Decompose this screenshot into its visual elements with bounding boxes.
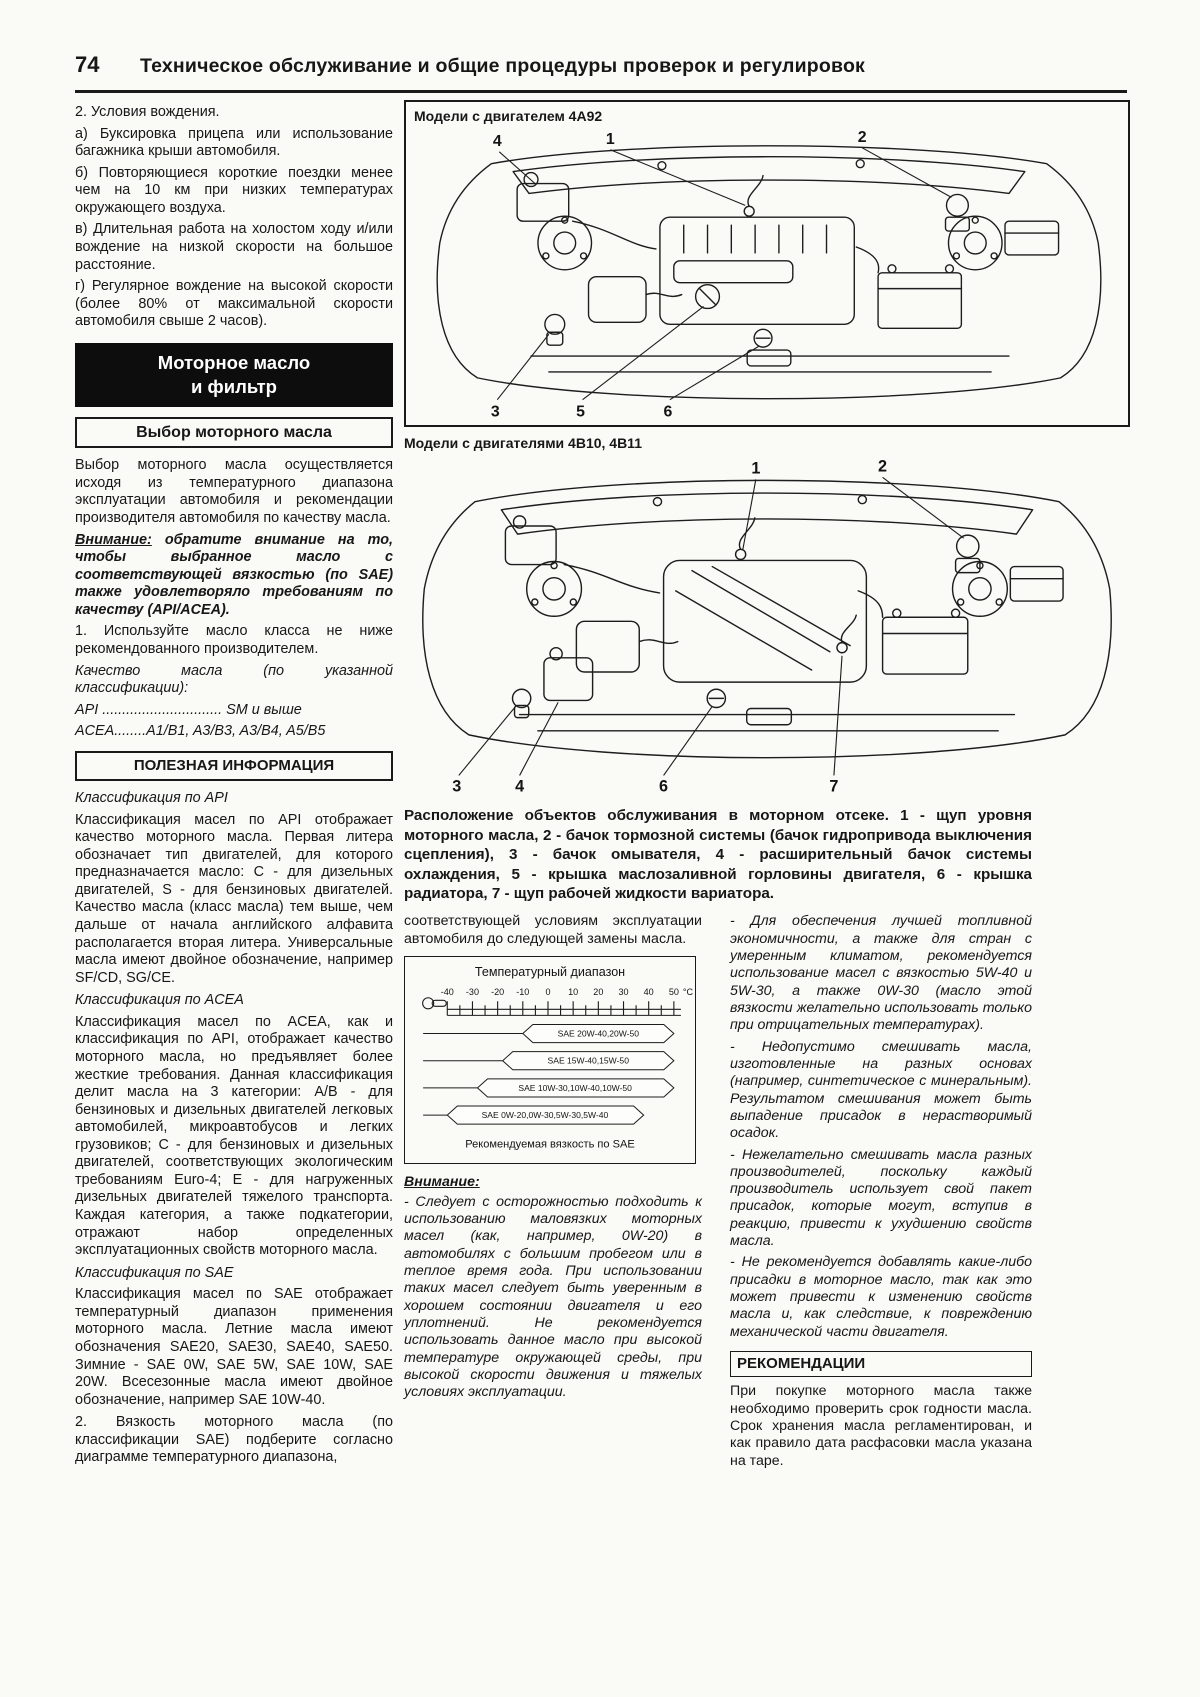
sae-viscosity-chart [407, 961, 693, 1162]
bar-label: SAE 0W-20,0W-30,5W-30,5W-40 [481, 1110, 609, 1121]
middle-attention-label: Внимание: [404, 1173, 480, 1190]
chart-title: Температурный диапазон [474, 965, 626, 980]
recommendations-text: При покупке моторного масла также необходимо проверить срок годности масла. Срок хранения масла регламентирован, и как правило дата расфасовки масла указана на таре. [730, 1383, 1032, 1469]
tick-label: -10 [516, 987, 530, 998]
oil-note-item: - Нежелательно смешивать масла разных производителей, поскольку каждый производитель использует свой пакет присадок, которые могут, вступив в реакцию, привести к ухудшению свойств масла. [730, 1146, 1032, 1250]
useful-info-title: ПОЛЕЗНАЯ ИНФОРМАЦИЯ [75, 751, 393, 781]
callout-number-7: 7 [829, 778, 839, 797]
oil-quality-caption: Качество масла (по указанной классификации): [75, 662, 393, 697]
driving-condition-item: б) Повторяющиеся короткие поездки менее чем на 10 км при низких температурах окружающего воздуха. [75, 164, 393, 216]
callout-number-1: 1 [751, 459, 761, 478]
tick-label: 0 [545, 987, 551, 998]
diagram-4a92-label: Модели с двигателем 4A92 [414, 108, 603, 124]
middle-attention-text: - Следует с осторожностью подходить к использованию маловязких моторных масел (как, например, 0W-20) в автомобилях с большим пробегом или в теплое время года. При использовании таких масел следует быть уверенным в хорошем состоянии двигателя и его уплотнений. Не рекомендуется использовать данное масло при высокой температуре окружающей среды, при высокой скорости движения и тяжелых условиях эксплуатации. [404, 1193, 702, 1401]
engine-bay-illustration-4b10 [404, 453, 1130, 798]
api-classification-heading: Классификация по API [75, 790, 228, 807]
right-column [730, 913, 1032, 1473]
callout-number-1: 1 [605, 130, 615, 148]
acea-quality-line: ACEA........A1/B1, A3/B3, A3/B4, A5/B5 [75, 723, 326, 740]
recommendations-title: РЕКОМЕНДАЦИИ [730, 1351, 1032, 1377]
callout-number-3: 3 [490, 403, 500, 421]
tick-label: -40 [440, 987, 454, 998]
diagram-4b10-label: Модели с двигателями 4B10, 4B11 [404, 435, 642, 452]
oil-note-item: - Недопустимо смешивать масла, изготовленные на разных основах (например, синтетическое с минеральным). Результатом смешивания может быть выпадение присадок в нерастворимый осадок. [730, 1038, 1032, 1142]
attention-note [75, 532, 393, 620]
page-title: Техническое обслуживание и общие процедуры проверок и регулировок [139, 55, 866, 77]
unit-label: °C [682, 987, 693, 998]
left-column [75, 104, 393, 1471]
callout-number-5: 5 [576, 403, 586, 421]
diagram-4a92-frame [404, 100, 1130, 427]
sae-classification-heading: Классификация по SAE [75, 1264, 234, 1281]
bar-label: SAE 15W-40,15W-50 [547, 1055, 629, 1066]
text-columns [404, 913, 1032, 1473]
acea-classification-text: Классификация масел по ACEA, как и классификация по API, отображает качество моторного масла, но предъявляет более жесткие требования. Данная классификация делит масла на 3 категории: A/B - для бензиновых и дизельных двигателей легковых автомобилей, микроавтобусов и легких грузовиков; C - для бензиновых и дизельных двигателей, соответствующих экологическим требованиям Euro-4; E - для нагруженных дизельных двигателей тяжелого транспорта. Каждая категория, а также подкатегории, отражают набор определенных эксплуатационных свойств моторного масла. [75, 1013, 393, 1259]
bar-label: SAE 10W-30,10W-40,10W-50 [518, 1083, 632, 1094]
oil-note-item: - Для обеспечения лучшей топливной экономичности, а также для стран с умеренным климатом, рекомендуется использование масел с вязкостью 5W-40 и 5W-30, а также 0W-30 (масло этой вязкости желательно использовать только при отрицательных температурах). [730, 913, 1032, 1034]
middle-column [404, 913, 702, 1473]
sae-classification-text: Классификация масел по SAE отображает температурный диапазон применения моторного масла. Летние масла имеют обозначения SAE20, SAE30, SAE40, SAE50. Зимние - SAE 0W, SAE 5W, SAE 10W, SAE 20W. Всесезонные масла имеют двойное обозначение, например SAE 10W-40. [75, 1286, 393, 1408]
callout-number-3: 3 [452, 778, 462, 797]
tick-label: 40 [643, 987, 654, 998]
bar-label: SAE 20W-40,20W-50 [557, 1028, 640, 1039]
driving-condition-item: в) Длительная работа на холостом ходу и/или вождение на низкой скорости на большое расстояние. [75, 221, 393, 273]
callout-number-2: 2 [878, 457, 888, 476]
tick-label: 30 [618, 987, 629, 998]
page-number: 74 [75, 52, 100, 77]
chart-caption: Рекомендуемая вязкость по SAE [465, 1138, 635, 1151]
acea-classification-heading: Классификация по ACEA [75, 992, 244, 1009]
tick-label: -20 [491, 987, 505, 998]
callout-number-2: 2 [857, 128, 867, 146]
section-title-motor-oil [75, 343, 393, 407]
viscosity-continuation: соответствующей условиям эксплуатации автомобиля до следующей замены масла. [404, 913, 702, 947]
subsection-title-oil-choice: Выбор моторного масла [75, 417, 393, 449]
temperature-chart [404, 956, 696, 1163]
header-rule [75, 90, 1127, 93]
right-area [404, 100, 1130, 1474]
section-title-line2: и фильтр [191, 375, 277, 397]
callout-number-6: 6 [663, 403, 673, 421]
tick-label: 10 [568, 987, 579, 998]
tick-label: -30 [465, 987, 479, 998]
callout-number-4: 4 [515, 778, 525, 797]
attention-text: обратите внимание на то, чтобы выбранное масло с соответствующей вязкостью (по SAE) также удовлетворяло требованиям по качеству (API/ACEA). [75, 531, 393, 618]
diagram-caption: Расположение объектов обслуживания в моторном отсеке. 1 - щуп уровня моторного масла, 2 - бачок тормозной системы (бачок гидропривода выключения сцепления), 3 - бачок омывателя, 4 - расширительный бачок системы охлаждения, 5 - крышка маслозаливной горловины двигателя, 6 - крышка радиатора, 7 - щуп рабочей жидкости вариатора. [404, 807, 1032, 903]
section-title-line1: Моторное масло [157, 351, 311, 373]
oil-choice-paragraph: Выбор моторного масла осуществляется исходя из температурного диапазона эксплуатации автомобиля и рекомендации производителя автомобиля по качеству масла. [75, 457, 393, 527]
oil-class-item: 1. Используйте масло класса не ниже рекомендованного производителем. [75, 623, 393, 657]
page-header-row [75, 52, 1127, 78]
tick-label: 20 [593, 987, 604, 998]
tick-label: 50 [668, 987, 679, 998]
driving-conditions-intro: 2. Условия вождения. [75, 104, 220, 120]
callout-number-6: 6 [659, 778, 669, 797]
engine-bay-illustration-4a92 [414, 126, 1124, 423]
api-quality-line: API .............................. SM и выше [75, 701, 302, 718]
api-classification-text: Классификация масел по API отображает качество моторного масла. Первая литера обозначает тип двигателей, для которого предназначается масло: C - для дизельных двигателей, S - для бензиновых двигателей. Качество масла (класс масла) тем выше, чем дальше от начала английского алфавита располагается вторая литера. Универсальные масла имеют двойное обозначение, например SF/CD, SG/CE. [75, 811, 393, 986]
driving-condition-item: а) Буксировка прицепа или использование багажника крыши автомобиля. [75, 125, 393, 160]
attention-label: Внимание: [75, 531, 152, 548]
callout-number-4: 4 [492, 132, 502, 150]
viscosity-item: 2. Вязкость моторного масла (по классификации SAE) подберите согласно диаграмме температурного диапазона, [75, 1414, 393, 1466]
oil-note-item: - Не рекомендуется добавлять какие-либо присадки в моторное масло, так как это может привести к изменению свойств масла и, как следствие, к повреждению механической части двигателя. [730, 1254, 1032, 1340]
driving-condition-item: г) Регулярное вождение на высокой скорости (более 80% от максимальной скорости автомобиля свыше 2 часов). [75, 278, 393, 330]
